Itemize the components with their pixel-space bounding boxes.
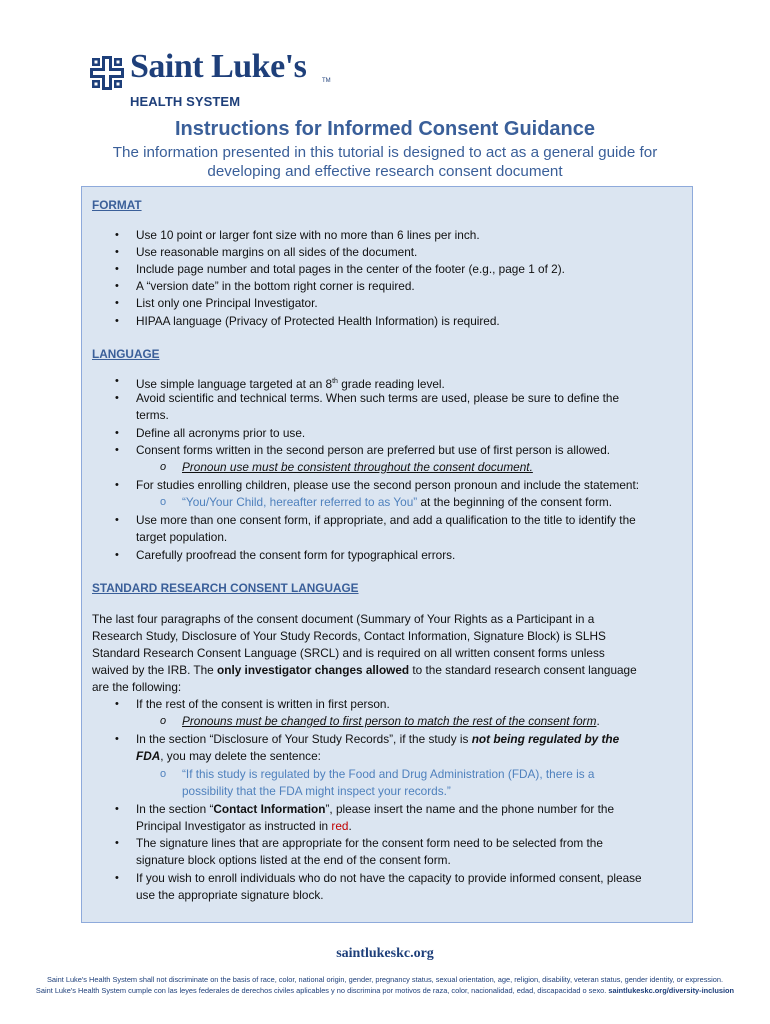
saint-lukes-logo xyxy=(90,48,350,110)
footer-website-link[interactable]: saintlukeskc.org xyxy=(336,946,434,961)
page-title: Instructions for Informed Consent Guidance xyxy=(174,118,596,140)
footer-nondiscrimination-es: Saint Luke's Health System cumple con las leyes federales de derechos civiles aplicables y no discrimina por motivos de raza, color, nacionalidad, edad, discapacidad o sexo. saintlukeskc.org/diversity-inclusion xyxy=(35,986,735,995)
guidance-box: FORMAT • Use 10 point or larger font size with no more than 6 lines per inch. • Use reasonable margins on all sides of the document. • Include page number and total pages in the center of the footer (e.g., page 1 of 2). • A “version date” in the bottom right corner is required. • List only one Principal Investigator. • HIPAA language (Privacy of Protected Health Information) is required. LANGUAGE • Use simple language targeted at an 8th grade reading level. • Avoid scientific and technical terms. When such terms are used, please be sure to define the terms. • Define all acronyms prior to use. • Consent forms written in the second person are preferred but use of first person is allowed. o Pronoun use must be consistent throughout the consent document. • For studies enrolling children, please use the second person pronoun and include the statement: o “You/Your Child, hereafter referred to as You” at the beginning of the consent form. • Use more than one consent form, if appropriate, and add a qualification to the title to identify the target population. • Carefully proofread the consent form for typographical errors. STANDARD RESEARCH CONSENT LANGUAGE The last four paragraphs of the consent document (Summary of Your Rights as a Participant in a Research Study, Disclosure of Your Study Records, Contact Information, Signature Block) is SLHS Standard Research Consent Language (SRCL) and is required on all written consent forms unless waived by the IRB. The only investigator changes allowed to the standard research consent language are the following: • If the rest of the consent is written in first person. o Pronouns must be changed to first person to match the rest of the consent form. • In the section “Disclosure of Your Study Records”, if the study is not being regulated by the FDA, you may delete the sentence: o “If this study is regulated by the Food and Drug Administration (FDA), there is a possibility that the FDA might inspect your records.” • In the section “Contact Information”, please insert the name and the phone number for the Principal Investigator as instructed in red. • The signature lines that are appropriate for the consent form need to be selected from the signature block options listed at the end of the consent form. • If you wish to enroll individuals who do not have the capacity to provide informed consent, please use the appropriate signature block. xyxy=(81,186,693,923)
cross-emblem-icon xyxy=(90,56,124,90)
footer-nondiscrimination-en: Saint Luke's Health System shall not discriminate on the basis of race, color, national origin, gender, pregnancy status, sexual orientation, age, religion, disability, veteran status, gender identity, or expression. xyxy=(46,975,724,984)
format-heading: FORMAT xyxy=(92,198,142,212)
logo-name: Saint Luke's xyxy=(130,48,307,85)
logo-subtitle: HEALTH SYSTEM xyxy=(130,94,241,109)
page-subtitle: The information presented in this tutorial is designed to act as a general guide for developing and effective research consent document xyxy=(112,144,658,180)
footer-diversity-link[interactable]: saintlukeskc.org/diversity-inclusion xyxy=(608,986,735,995)
logo-trademark: TM xyxy=(322,78,331,84)
language-heading: LANGUAGE xyxy=(92,347,160,361)
standard-heading: STANDARD RESEARCH CONSENT LANGUAGE xyxy=(92,581,359,595)
